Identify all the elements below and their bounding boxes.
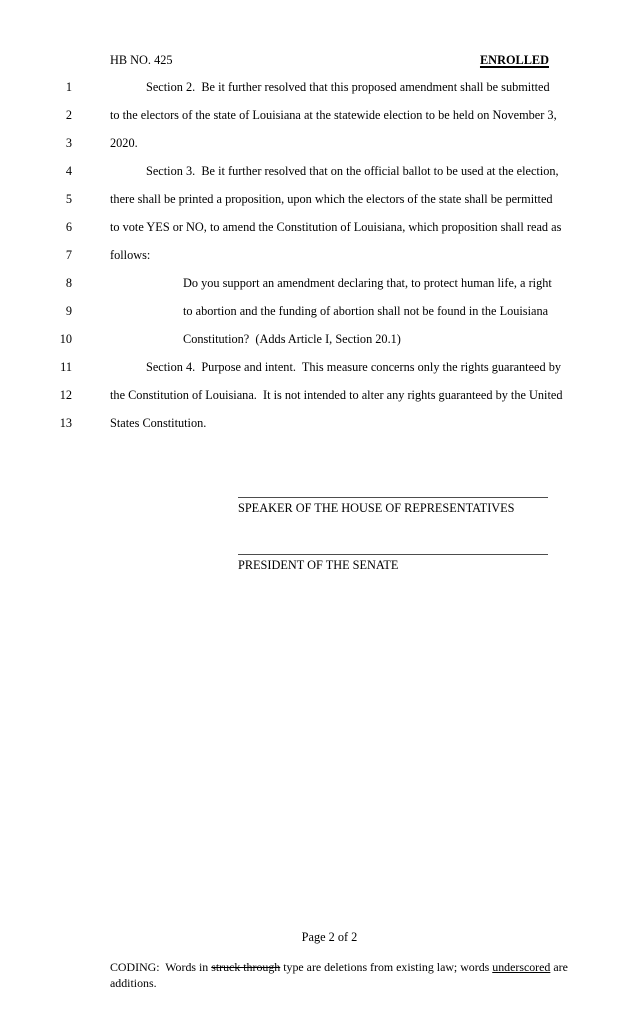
coding-note	[110, 959, 570, 991]
signature-line	[238, 497, 548, 498]
line-number: 1	[65, 80, 72, 94]
coding-suffix: are additions.	[110, 960, 571, 990]
document-line	[0, 101, 622, 129]
line-text: follows:	[110, 248, 151, 262]
line-text: there shall be printed a proposition, upon which the electors of the state shall be permitted	[110, 192, 553, 206]
document-line	[0, 297, 622, 325]
coding-underscored-text: underscored	[492, 960, 551, 974]
line-number: 7	[65, 248, 72, 262]
line-text: Section 2. Be it further resolved that this proposed amendment shall be submitted	[146, 80, 550, 94]
document-line	[0, 185, 622, 213]
line-number: 2	[65, 108, 72, 122]
page-indicator: Page 2 of 2	[301, 930, 358, 944]
line-number: 13	[59, 416, 72, 430]
doc-number: HB NO. 425	[110, 53, 173, 67]
signature-label: SPEAKER OF THE HOUSE OF REPRESENTATIVES	[238, 500, 515, 515]
line-number: 10	[59, 332, 72, 346]
document-line	[0, 213, 622, 241]
signature-label: PRESIDENT OF THE SENATE	[238, 557, 399, 572]
line-number: 9	[65, 304, 72, 318]
document-line	[0, 269, 622, 297]
line-number: 3	[65, 136, 72, 150]
document-line	[0, 241, 622, 269]
coding-struck-text: struck through	[211, 960, 281, 974]
document-line	[0, 381, 622, 409]
line-text: 2020.	[110, 136, 138, 150]
line-text: the Constitution of Louisiana. It is not intended to alter any rights guaranteed by the United	[110, 388, 563, 402]
line-number: 4	[65, 164, 72, 178]
signature-block-president	[238, 554, 548, 573]
document-line	[0, 409, 622, 437]
line-number: 5	[65, 192, 72, 206]
line-text: Constitution? (Adds Article I, Section 20.1)	[183, 332, 401, 346]
line-text: to vote YES or NO, to amend the Constitution of Louisiana, which proposition shall read as	[110, 220, 562, 234]
status-enrolled: ENROLLED	[479, 53, 549, 67]
signature-block-speaker	[238, 497, 548, 516]
line-text: Section 4. Purpose and intent. This measure concerns only the rights guaranteed by	[146, 360, 562, 374]
document-line	[0, 325, 622, 353]
line-number: 11	[60, 360, 72, 374]
line-text: Do you support an amendment declaring that, to protect human life, a right	[183, 276, 552, 290]
document-body	[0, 73, 622, 437]
document-line	[0, 157, 622, 185]
coding-middle: type are deletions from existing law; words	[280, 960, 493, 974]
line-text: Section 3. Be it further resolved that on the official ballot to be used at the election,	[146, 164, 559, 178]
signature-line	[238, 554, 548, 555]
line-text: States Constitution.	[110, 416, 207, 430]
coding-prefix: CODING: Words in	[110, 960, 212, 974]
document-line	[0, 353, 622, 381]
document-line	[0, 73, 622, 101]
line-number: 12	[59, 388, 72, 402]
document-line	[0, 129, 622, 157]
line-number: 6	[65, 220, 72, 234]
line-text: to the electors of the state of Louisiana at the statewide election to be held on November 3,	[110, 108, 557, 122]
line-number: 8	[65, 276, 72, 290]
document-header	[110, 53, 549, 68]
line-text: to abortion and the funding of abortion shall not be found in the Louisiana	[183, 304, 549, 318]
